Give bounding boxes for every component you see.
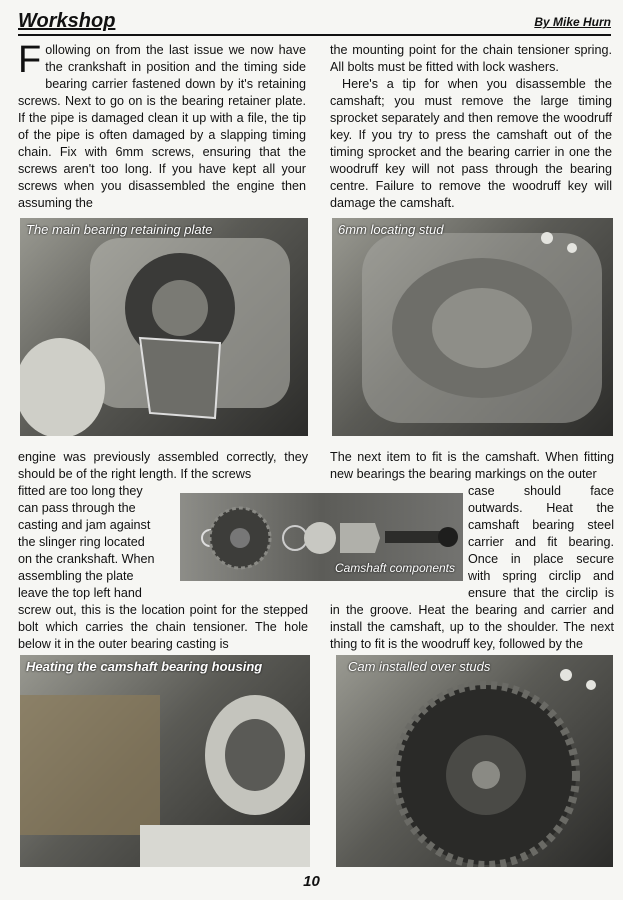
page-number: 10 <box>303 873 320 890</box>
text-line: leave the top left hand <box>18 586 142 600</box>
right-column-top <box>330 42 612 212</box>
text-line: Once in place secure <box>468 552 614 566</box>
sprocket-illustration <box>336 655 613 867</box>
text-line: carrier and fit bearing. <box>468 535 614 549</box>
photo-caption: 6mm locating stud <box>338 222 444 237</box>
text-line: with spring circlip and <box>468 569 614 583</box>
text-line: outwards. Heat the <box>468 501 614 515</box>
byline: By Mike Hurn <box>534 15 611 29</box>
photo-locating-stud <box>332 218 613 436</box>
text-line: casting and jam against <box>18 518 151 532</box>
photo-caption: The main bearing retaining plate <box>26 222 213 237</box>
engine-illustration <box>20 218 308 436</box>
photo-caption: Cam installed over studs <box>348 659 491 674</box>
photo-caption: Camshaft components <box>334 561 455 575</box>
text-line: can pass through the <box>18 501 136 515</box>
right-column-mid-end: in the groove. Heat the bearing and carrier and install the camshaft, up to the shoulder. The next thing to fit is the woodruff key, followed by the <box>330 603 614 651</box>
intro-paragraph <box>18 39 306 212</box>
text-line: ensure that the circlip is <box>468 586 614 600</box>
left-column-mid-start: engine was previously assembled correctly, they should be of the right length. If the screws <box>18 450 308 481</box>
photo-main-bearing-plate <box>20 218 308 436</box>
photo-caption: Heating the camshaft bearing housing <box>26 659 263 674</box>
casting-illustration <box>332 218 613 436</box>
intro-text: ollowing on from the last issue we now have the crankshaft in position and the timing side bearing carrier fastened down by it's retaining screws. Next to go on is the bearing retainer plate. If the pipe is damaged clean it up with a file, the tip of the pipe is often damaged by a slapping timing chain. Fix with 6mm screws, ensuring that the screws aren't too long. If you have kept all your screws when you disassembled the engine then assuming the <box>18 43 306 210</box>
header-rule <box>18 34 611 36</box>
text-line: fitted are too long they <box>18 484 143 498</box>
paragraph: the mounting point for the chain tensioner spring. All bolts must be fitted with lock washers. <box>330 43 612 74</box>
right-column-mid-start: The next item to fit is the camshaft. When fitting new bearings the bearing markings on the outer <box>330 450 614 481</box>
paragraph: Here's a tip for when you disassemble the camshaft; you must remove the large timing sprocket separately and then remove the woodruff key. If you try to press the camshaft out of the timing sprocket and the bearing carrier in one the woodruff key will not pass through the bearing centre. Failure to remove the woodruff key will damage the camshaft. <box>330 77 612 210</box>
left-column-mid-end: screw out, this is the location point for the stepped bolt which carries the chain tensioner. The hole below it in the outer bearing casting is <box>18 603 308 651</box>
section-title: Workshop <box>18 10 116 32</box>
text-line: camshaft bearing steel <box>468 518 614 532</box>
drop-cap: F <box>18 39 42 81</box>
photo-heating-housing <box>20 655 310 867</box>
heating-illustration <box>20 655 310 867</box>
text-line: assembling the plate <box>18 569 134 583</box>
text-line: on the crankshaft. When <box>18 552 155 566</box>
text-line: case should face <box>468 484 614 498</box>
text-line: the slinger ring located <box>18 535 145 549</box>
photo-cam-installed <box>336 655 613 867</box>
photo-camshaft-components <box>180 493 463 581</box>
